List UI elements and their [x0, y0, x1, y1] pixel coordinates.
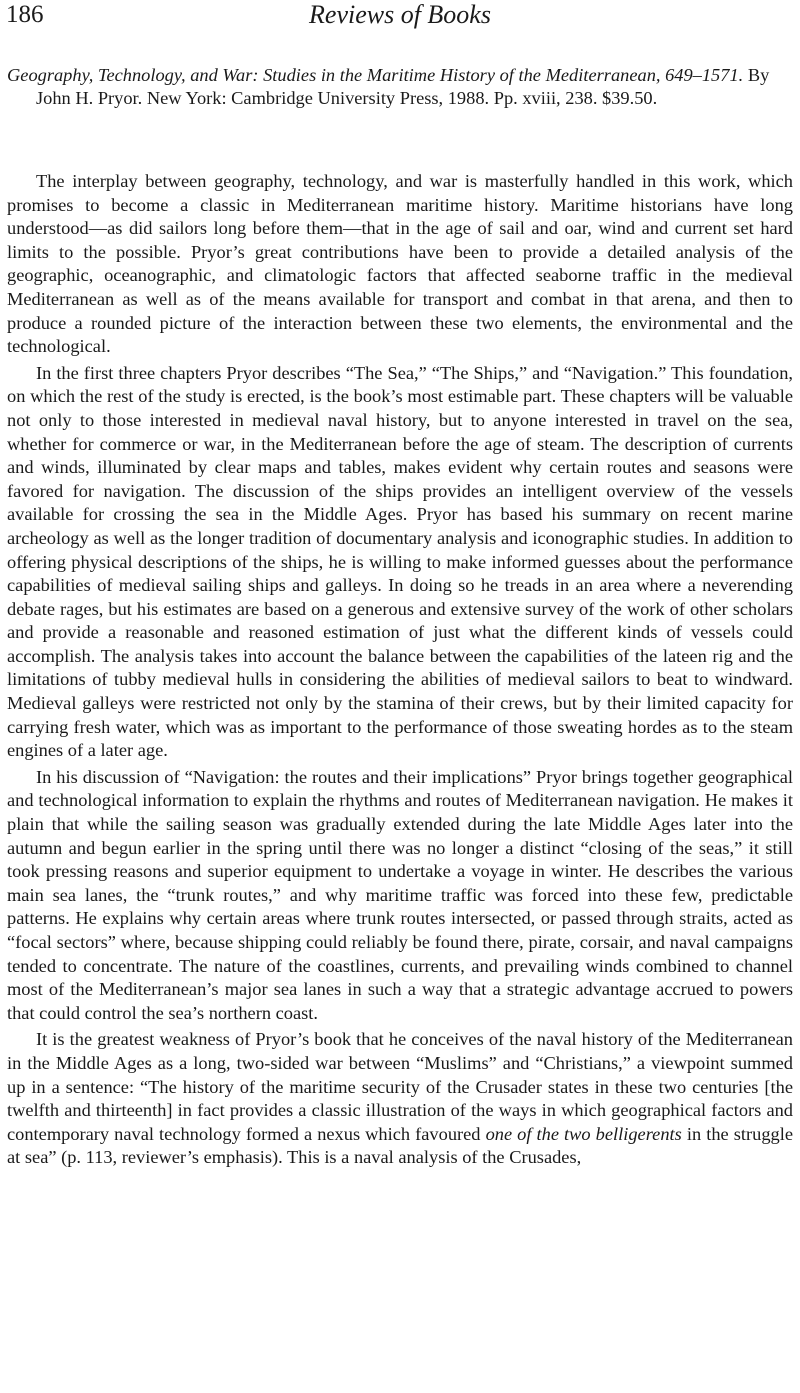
paragraph-4-end: in the struggle at sea” (p. 113, reviewer’s emphasis). This is a naval analysis of the Crusades,: [7, 1123, 793, 1168]
page-header: [6, 0, 794, 38]
paragraph-4-emphasis: one of the two belligerents: [485, 1123, 682, 1144]
running-title: Reviews of Books: [309, 0, 491, 29]
paragraph-4: [7, 1028, 793, 1170]
paragraph-1: The interplay between geography, technology, and war is masterfully handled in this work, which promises to become a classic in Mediterranean maritime history. Maritime historians have long understood—as did sailors long before them—that in the age of sail and oar, wind and current set hard limits to the possible. Pryor’s great contributions have been to provide a detailed analysis of the geographic, oceanographic, and climatologic factors that affected seaborne traffic in the medieval Mediterranean as well as of the means available for transport and combat in that arena, and then to produce a rounded picture of the interaction between these two elements, the environmental and the technological.: [7, 171, 793, 357]
paragraph-2: In the first three chapters Pryor describes “The Sea,” “The Ships,” and “Navigation.” This foundation, on which the rest of the study is erected, is the book’s most estimable part. These chapters will be valuable not only to those interested in medieval naval history, but to anyone interested in travel on the sea, whether for commerce or war, in the Mediterranean before the age of steam. The description of currents and winds, illuminated by clear maps and tables, makes evident why certain routes and seasons were favored for navigation. The discussion of the ships provides an intelligent overview of the vessels available for crossing the sea in the Middle Ages. Pryor has based his summary on recent marine archeology as well as the longer tradition of documentary analysis and iconographic studies. In addition to offering physical descriptions of the ships, he is willing to make informed guesses about the performance capabilities of medieval sailing ships and galleys. In doing so he treads in an area where a neverending debate rages, but his estimates are based on a generous and extensive survey of the work of other scholars and provide a reasonable and reasoned estimation of just what the different kinds of vessels could accomplish. The analysis takes into account the balance between the capabilities of the lateen rig and the limitations of tubby medieval hulls in considering the abilities of medieval sailors to beat to windward. Medieval galleys were restricted not only by the stamina of their crews, but by their limited capacity for carrying fresh water, which was as important to the performance of those sweating hordes as to the steam engines of a later age.: [7, 362, 793, 761]
book-citation: [7, 64, 793, 111]
page-number: 186: [6, 1, 44, 28]
paragraph-3: In his discussion of “Navigation: the routes and their implications” Pryor brings together geographical and technological information to explain the rhythms and routes of Mediterranean navigation. He makes it plain that while the sailing season was gradually extended during the late Middle Ages later into the autumn and begun earlier in the spring until there was no longer a distinct “closing of the seas,” it still took pressing reasons and superior equipment to undertake a voyage in winter. He describes the various main sea lanes, the “trunk routes,” and why maritime traffic was forced into these few, predictable patterns. He explains why certain areas where trunk routes intersected, or passed through straits, acted as “focal sectors” where, because shipping could reliably be found there, pirate, corsair, and naval campaigns tended to concentrate. The nature of the coastlines, currents, and prevailing winds combined to channel most of the Mediterranean’s major sea lanes in such a way that a strategic advantage accrued to powers that could control the sea’s northern coast.: [7, 766, 793, 1023]
book-publication-details: By John H. Pryor. New York: Cambridge University Press, 1988. Pp. xviii, 238. $39.50.: [36, 65, 770, 109]
paragraph-4-start: It is the greatest weakness of Pryor’s book that he conceives of the naval history of the Mediterranean in the Middle Ages as a long, two-sided war between “Muslims” and “Christians,” a viewpoint summed up in a sentence: “The history of the maritime security of the Crusader states in these two centuries [the twelfth and thirteenth] in fact provides a classic illustration of the ways in which geographical factors and contemporary naval technology formed a nexus which favoured: [7, 1029, 793, 1144]
book-title: Geography, Technology, and War: Studies in the Maritime History of the Mediterranean, 649–1571.: [7, 65, 744, 85]
review-body: [7, 170, 793, 1173]
